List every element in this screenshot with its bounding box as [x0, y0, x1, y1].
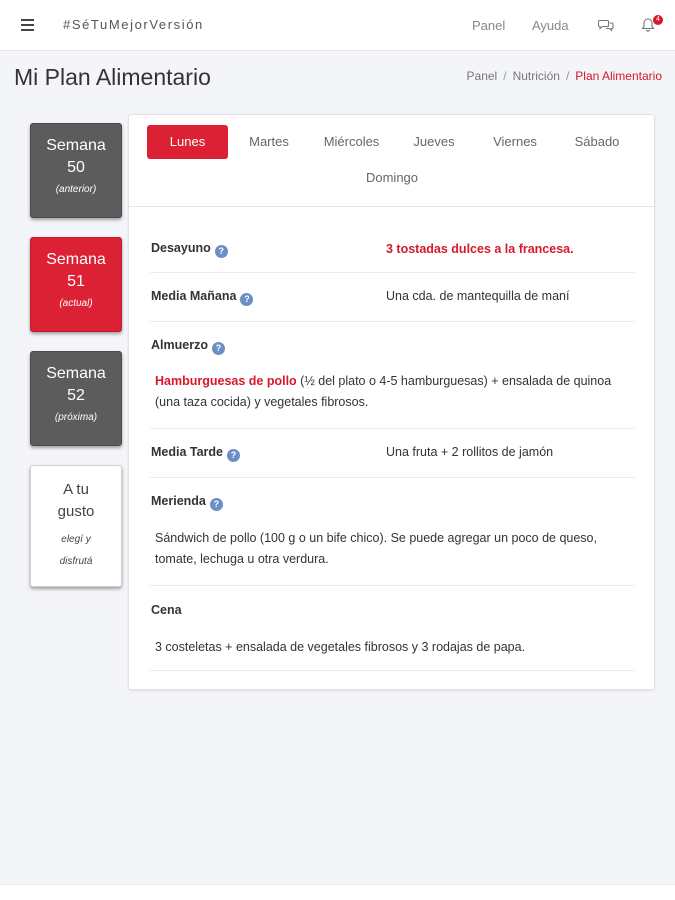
meal-row-merienda: [150, 478, 635, 586]
meal-description: Sándwich de pollo (100 g o un bife chico). Se puede agregar un poco de queso, tomate, lechuga u otra verdura.: [155, 531, 597, 566]
meal-label-text: Almuerzo: [151, 338, 208, 352]
breadcrumb-panel[interactable]: Panel: [466, 69, 498, 83]
week-card-note: (anterior): [55, 184, 97, 195]
week-card-label-2: gusto: [57, 503, 95, 520]
meal-label: [151, 445, 240, 462]
meal-label: [151, 338, 225, 355]
help-icon[interactable]: ?: [215, 245, 228, 258]
notification-badge: 4: [653, 15, 663, 25]
meal-label-text: Media Mañana: [151, 289, 237, 303]
meal-label: [151, 241, 228, 258]
meal-row-cena: [150, 586, 635, 671]
meal-description: [155, 371, 630, 413]
meal-value: 3 tostadas dulces a la francesa.: [386, 242, 574, 256]
breadcrumb: [467, 69, 662, 83]
week-card-label: Semana: [46, 365, 106, 382]
breadcrumb-nutricion[interactable]: Nutrición: [512, 69, 560, 83]
week-card-50[interactable]: [30, 123, 122, 218]
breadcrumb-separator: /: [503, 69, 507, 83]
tab-miercoles[interactable]: Miércoles: [323, 134, 380, 149]
tab-sabado[interactable]: Sábado: [574, 134, 620, 149]
week-card-note: elegí y disfrutá: [59, 534, 93, 567]
meal-label-text: Merienda: [151, 494, 206, 508]
week-card-note: (actual): [59, 298, 93, 309]
week-card-number: 50: [67, 159, 85, 176]
meal-plan-panel: [128, 114, 655, 690]
help-icon[interactable]: ?: [212, 342, 225, 355]
tab-lunes[interactable]: Lunes: [147, 125, 228, 159]
meal-value: Una fruta + 2 rollitos de jamón: [386, 445, 554, 459]
help-icon[interactable]: ?: [227, 449, 240, 462]
chat-icon[interactable]: [598, 18, 614, 37]
help-icon[interactable]: ?: [240, 293, 253, 306]
meal-label: [151, 289, 253, 306]
brand-hashtag: #SéTuMejorVersión: [63, 17, 204, 32]
meal-highlight: Hamburguesas de pollo: [155, 374, 297, 388]
week-card-number: 51: [67, 273, 85, 290]
nav-link-panel[interactable]: Panel: [472, 18, 506, 33]
tab-domingo[interactable]: Domingo: [365, 170, 419, 185]
meal-row-almuerzo: [150, 322, 635, 429]
tab-martes[interactable]: Martes: [249, 134, 289, 149]
breadcrumb-current: Plan Alimentario: [575, 69, 662, 83]
top-navbar: [0, 0, 675, 51]
breadcrumb-separator: /: [565, 69, 570, 83]
week-card-label: A tu: [63, 481, 89, 498]
week-card-note: (próxima): [54, 412, 98, 423]
week-card-label: Semana: [46, 251, 106, 268]
nav-link-ayuda[interactable]: Ayuda: [532, 18, 569, 33]
week-card-label: Semana: [46, 137, 106, 154]
tab-jueves[interactable]: Jueves: [413, 134, 455, 149]
help-icon[interactable]: ?: [210, 498, 223, 511]
week-card-a-tu-gusto[interactable]: [30, 465, 122, 587]
hamburger-icon[interactable]: [21, 19, 34, 31]
week-card-52[interactable]: [30, 351, 122, 446]
meal-description: 3 costeletas + ensalada de vegetales fibrosos y 3 rodajas de papa.: [155, 640, 526, 654]
meal-value: Una cda. de mantequilla de maní: [386, 289, 570, 303]
meal-label: [151, 494, 223, 511]
page-title: Mi Plan Alimentario: [14, 64, 211, 90]
page-footer: [0, 884, 675, 900]
meal-row-desayuno: [150, 227, 635, 273]
meal-description-text: (½ del plato o 4-5 hamburguesas) + ensalada de quinoa (una taza cocida) y vegetales fibrosos.: [155, 374, 612, 409]
meal-label-text: Media Tarde: [151, 445, 224, 459]
meal-row-media-manana: [150, 273, 635, 322]
meal-label-text: Desayuno: [151, 241, 211, 255]
meal-row-media-tarde: [150, 429, 635, 478]
tab-viernes[interactable]: Viernes: [493, 134, 537, 149]
day-tabs: [129, 115, 654, 207]
meal-label: Cena: [151, 603, 182, 617]
week-card-number: 52: [67, 387, 85, 404]
week-card-51[interactable]: [30, 237, 122, 332]
